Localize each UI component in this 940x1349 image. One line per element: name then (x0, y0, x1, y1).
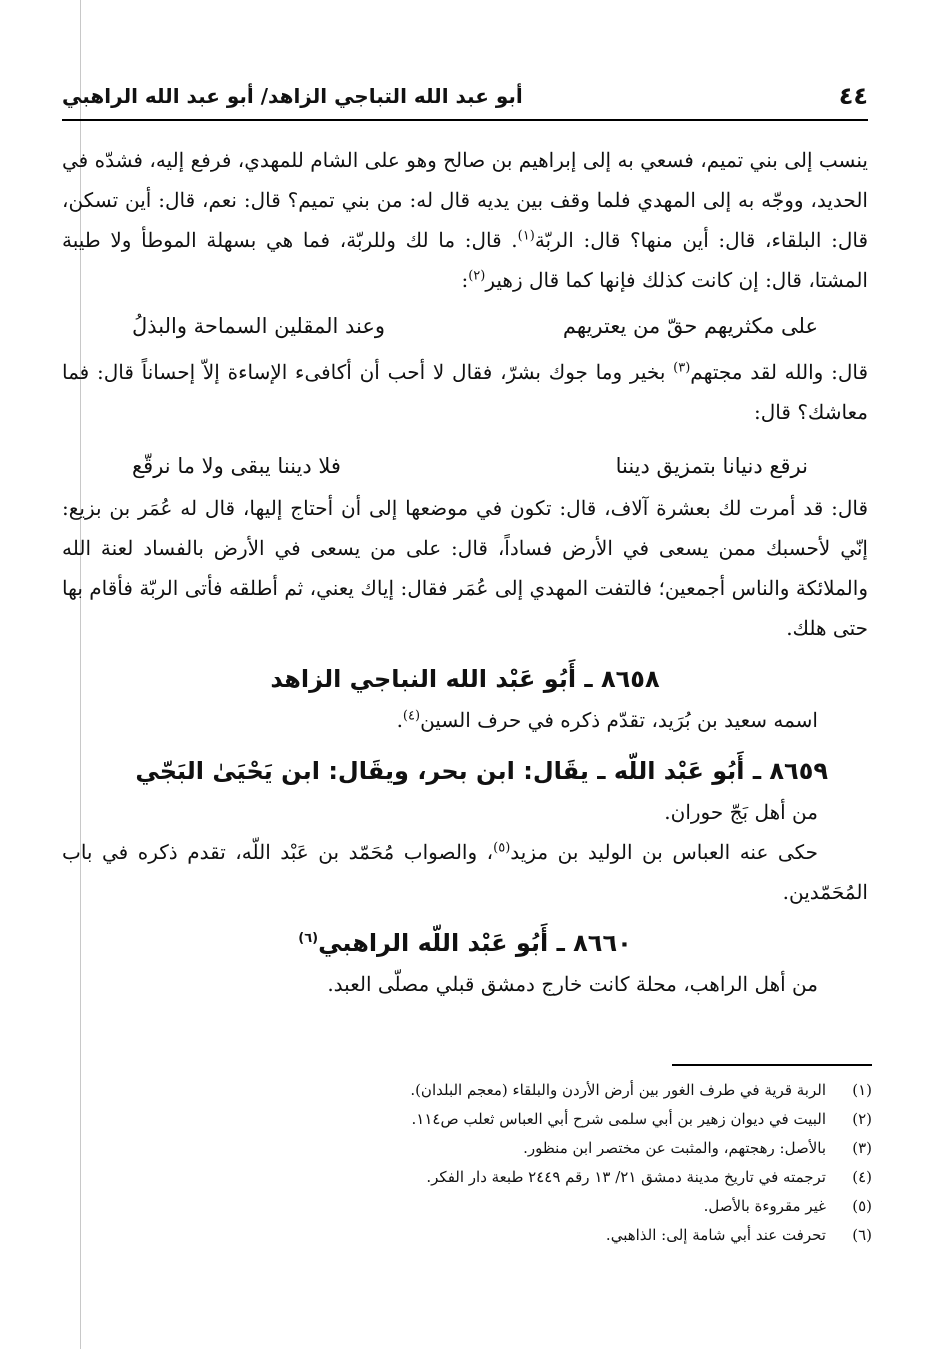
footnote-ref-2[interactable]: (٢) (468, 268, 486, 284)
page-number: ٤٤ (838, 82, 868, 110)
verse-1 (62, 306, 868, 346)
entry-8659-title: ٨٦٥٩ ـ أَبُو عَبْد اللّه ـ يقَال: ابن بحر، ويقَال: ابن يَحْيَىٰ البَجّي (135, 757, 828, 785)
footnote-ref-3[interactable]: (٣) (673, 360, 691, 376)
running-title: أبو عبد الله التباجي الزاهد/ أبو عبد الله الراهبي (62, 84, 523, 108)
entry-8660-title: ٨٦٦٠ ـ أَبُو عَبْد اللّه الراهبي$^{(٦)}$ (298, 929, 632, 957)
footnote-2: (٢) البيت في ديوان زهير بن أبي سلمى شرح أبي العباس ثعلب ص١١٤. (411, 1110, 872, 1128)
verse-1-second-hemistich: وعند المقلين السماحة والبذلُ (132, 314, 386, 338)
footnote-ref-1[interactable]: (١) (517, 228, 535, 244)
entry-8659-text: من أهل بَجّ حوران. (664, 800, 818, 824)
footnote-rule (672, 1064, 872, 1066)
verse-1-first-hemistich: على مكثريهم حقّ من يعتريهم (562, 314, 818, 338)
footnote-4: (٤) ترجمته في تاريخ مدينة دمشق ٢١/ ١٣ رقم ٢٤٤٩ طبعة دار الفكر. (426, 1168, 872, 1186)
header-rule (62, 119, 868, 121)
entry-8658-text: اسمه سعيد بن بُرَيد، تقدّم ذكره في حرف السين$^{(٤)}$. (396, 708, 818, 732)
footnote-6: (٦) تحرفت عند أبي شامة إلى: الذاهبي. (605, 1226, 872, 1244)
footnote-ref-4[interactable]: (٤) (402, 708, 421, 724)
entry-8658-title: ٨٦٥٨ ـ أَبُو عَبْد الله النباجي الزاهد (270, 665, 660, 693)
paragraph-1: ينسب إلى بني تميم، فسعي به إلى إبراهيم بن صالح وهو على الشام للمهدي، فرفع إليه، فشدّه في الحديد، ووجّه به إلى المهدي فلما وقف بين يديه قال له: من بني تميم؟ قال: نعم، قال: أين تسكن، قال: البلقاء، قال: أين منها؟ قال: الربّة$^{(١)}$. قال: ما لك وللربّة، فما هي بسهلة الموطأ ولا طيبة المشتا، قال: إن كانت كذلك فإنها كما قال زهير$^{(٢)}$: (62, 148, 869, 292)
footnote-3: (٣) بالأصل: رهجتهم، والمثبت عن مختصر ابن منظور. (523, 1139, 872, 1157)
entry-8660-text: من أهل الراهب، محلة كانت خارج دمشق قبلي مصلّى العبد. (327, 972, 818, 996)
paragraph-3: قال: قد أمرت لك بعشرة آلاف، قال: تكون في موضعها إلى أن أحتاج إليها، قال له عُمَر بن بزيع: إنّي لأحسبك ممن يسعى في الأرض فساداً، قال: على من يسعى في الأرض بالفساد لعنة الله والملائكة والناس أجمعين؛ فالتفت المهدي إلى عُمَر فقال: إياك يعني، ثم أطلقه فأتى الربّة فأقام بها حتى هلك. (62, 496, 868, 640)
main-text (62, 140, 868, 1004)
footnote-ref-5[interactable]: (٥) (493, 840, 511, 856)
footnote-ref-6[interactable]: (٦) (298, 931, 319, 946)
verse-2-first-hemistich: نرقع دنيانا بتمزيق ديننا (615, 454, 808, 478)
verse-2 (62, 446, 868, 486)
footnote-1: (١) الربة قرية في طرف الغور بين أرض الأردن والبلقاء (معجم البلدان). (410, 1081, 872, 1099)
footnote-5: (٥) غير مقروءة بالأصل. (703, 1197, 872, 1215)
entry-8659-text-2: حكى عنه العباس بن الوليد بن مزيد$^{(٥)}$، والصواب مُحَمّد بن عَبْد اللّه، تقدم ذكره في باب المُحَمّدين. (62, 840, 868, 904)
footnotes (62, 1076, 872, 1250)
verse-2-second-hemistich: فلا ديننا يبقى ولا ما نرقّع (132, 454, 341, 478)
page-header (62, 76, 868, 116)
paragraph-2: قال: والله لقد مجتهم$^{(٣)}$ بخير وما جوك بشرّ، فقال لا أحب أن أكافىء الإساءة إلاّ إحساناً قال: فما معاشك؟ قال: (62, 360, 869, 424)
